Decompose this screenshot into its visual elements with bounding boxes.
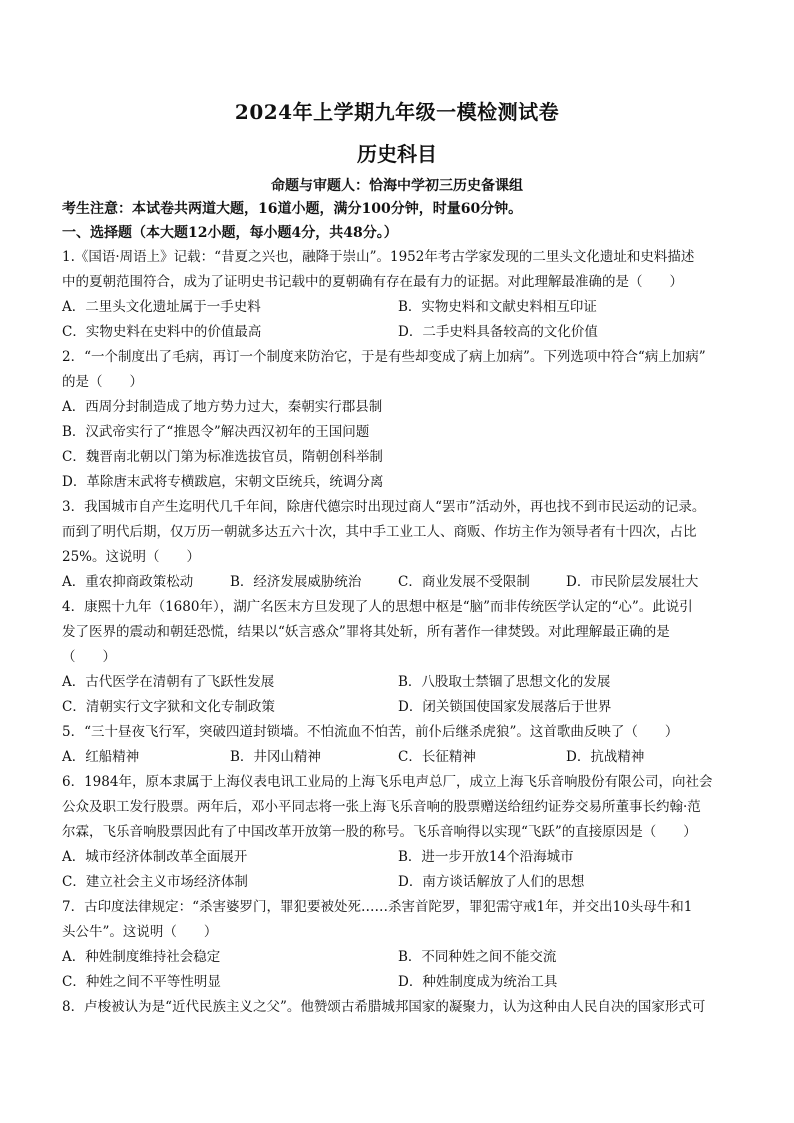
question-4-option-a: A．古代医学在清朝有了飞跃性发展 <box>62 674 275 690</box>
question-1-option-a: A．二里头文化遗址属于一手史料 <box>62 299 261 315</box>
question-1-line-1: 1.《国语·周语上》记载：“昔夏之兴也，融降于崇山”。1952年考古学家发现的二里头文化遗址和史料描述 <box>62 249 695 265</box>
question-5-option-a: A．红船精神 <box>62 749 140 765</box>
question-4-line-3: （ ） <box>62 649 116 665</box>
question-7-option-b: B．不同种姓之间不能交流 <box>398 949 557 965</box>
question-3-line-2: 而到了明代后期，仅万历一朝就多达五六十次，其中手工业工人、商贩、作坊主作为领导者有十四次，占比 <box>62 524 697 540</box>
question-4-option-c: C．清朝实行文字狱和文化专制政策 <box>62 699 275 715</box>
question-6-option-d: D．南方谈话解放了人们的思想 <box>398 874 585 890</box>
question-3-option-d: D．市民阶层发展壮大 <box>566 574 699 590</box>
question-4-option-b: B．八股取士禁锢了思想文化的发展 <box>398 674 611 690</box>
question-6-line-3: 尔霖，飞乐音响股票因此有了中国改革开放第一股的称号。飞乐音响得以实现“飞跃”的直接原因是（ ） <box>62 824 697 840</box>
question-5-option-d: D．抗战精神 <box>566 749 645 765</box>
question-1-option-d: D．二手史料具备较高的文化价值 <box>398 324 598 340</box>
question-1-option-b: B．实物史料和文献史料相互印证 <box>398 299 597 315</box>
question-7-option-c: C．种姓之间不平等性明显 <box>62 974 221 990</box>
question-6-option-b: B．进一步开放14个沿海城市 <box>398 849 574 865</box>
question-2-option-d: D．革除唐末武将专横跋扈，宋朝文臣统兵，统调分离 <box>62 474 384 490</box>
question-4-line-1: 4．康熙十九年（1680年），湖广名医末方旦发现了人的思想中枢是“脑”而非传统医学认定的“心”。此说引 <box>62 599 693 615</box>
exam-notice: 考生注意：本试卷共两道大题，16道小题，满分100分钟，时量60分钟。 <box>62 201 523 217</box>
exam-title: 2024年上学期九年级一模检测试卷 <box>234 100 560 124</box>
question-3-option-b: B．经济发展威胁统治 <box>230 574 362 590</box>
question-6-option-a: A．城市经济体制改革全面展开 <box>62 849 248 865</box>
question-3-option-c: C．商业发展不受限制 <box>398 574 530 590</box>
question-2-option-b: B．汉武帝实行了“推恩令”解决西汉初年的王国问题 <box>62 424 370 440</box>
question-4-option-d: D．闭关锁国使国家发展落后于世界 <box>398 699 612 715</box>
question-4-line-2: 发了医界的震动和朝廷恐慌，结果以“妖言惑众”罪将其处斩，所有著作一律焚毁。对此理解最正确的是 <box>62 624 670 640</box>
question-3-line-1: 3．我国城市自产生迄明代几千年间，除唐代德宗时出现过商人“罢市”活动外，再也找不到市民运动的记录。 <box>62 499 706 515</box>
question-7-option-a: A．种姓制度维持社会稳定 <box>62 949 221 965</box>
question-5-option-c: C．长征精神 <box>398 749 476 765</box>
question-5-option-b: B．井冈山精神 <box>230 749 321 765</box>
question-6-line-1: 6．1984年，原本隶属于上海仪表电讯工业局的上海飞乐电声总厂，成立上海飞乐音响股份有限公司，向社会 <box>62 774 713 790</box>
question-6-line-2: 公众及职工发行股票。两年后，邓小平同志将一张上海飞乐音响的股票赠送给纽约证券交易所董事长约翰·范 <box>62 799 701 815</box>
question-1-line-2: 中的夏朝范围符合，成为了证明史书记载中的夏朝确有存在最有力的证据。对此理解最准确的是（ ） <box>62 274 683 290</box>
question-2-line-2: 的是（ ） <box>62 374 143 390</box>
question-5-line-1: 5．“三十昼夜飞行军，突破四道封锁墙。不怕流血不怕苦，前仆后继杀虎狼”。这首歌曲反映了（ ） <box>62 724 679 740</box>
question-2-option-a: A．西周分封制造成了地方势力过大，秦朝实行郡县制 <box>62 399 383 415</box>
section-heading: 一、选择题（本大题12小题，每小题4分，共48分。） <box>62 225 398 241</box>
question-1-option-c: C．实物史料在史料中的价值最高 <box>62 324 262 340</box>
question-2-line-1: 2．“一个制度出了毛病，再订一个制度来防治它，于是有些却变成了病上加病”。下列选项中符合“病上加病” <box>62 349 706 365</box>
authors-line: 命题与审题人：恰海中学初三历史备课组 <box>271 178 523 194</box>
question-3-line-3: 25%。这说明（ ） <box>62 549 201 565</box>
question-7-option-d: D．种姓制度成为统治工具 <box>398 974 558 990</box>
question-7-line-1: 7．古印度法律规定：“杀害婆罗门，罪犯要被处死……杀害首陀罗，罪犯需守戒1年，并交出10头母牛和1 <box>62 899 693 915</box>
question-3-option-a: A．重农抑商政策松动 <box>62 574 194 590</box>
question-6-option-c: C．建立社会主义市场经济体制 <box>62 874 248 890</box>
subject-title: 历史科目 <box>357 142 437 166</box>
question-2-option-c: C．魏晋南北朝以门第为标准选拔官员，隋朝创科举制 <box>62 449 383 465</box>
question-7-line-2: 头公牛”。这说明（ ） <box>62 924 218 940</box>
question-8-line-1: 8．卢梭被认为是“近代民族主义之父”。他赞颂古希腊城邦国家的凝聚力，认为这种由人民自决的国家形式可 <box>62 999 706 1015</box>
